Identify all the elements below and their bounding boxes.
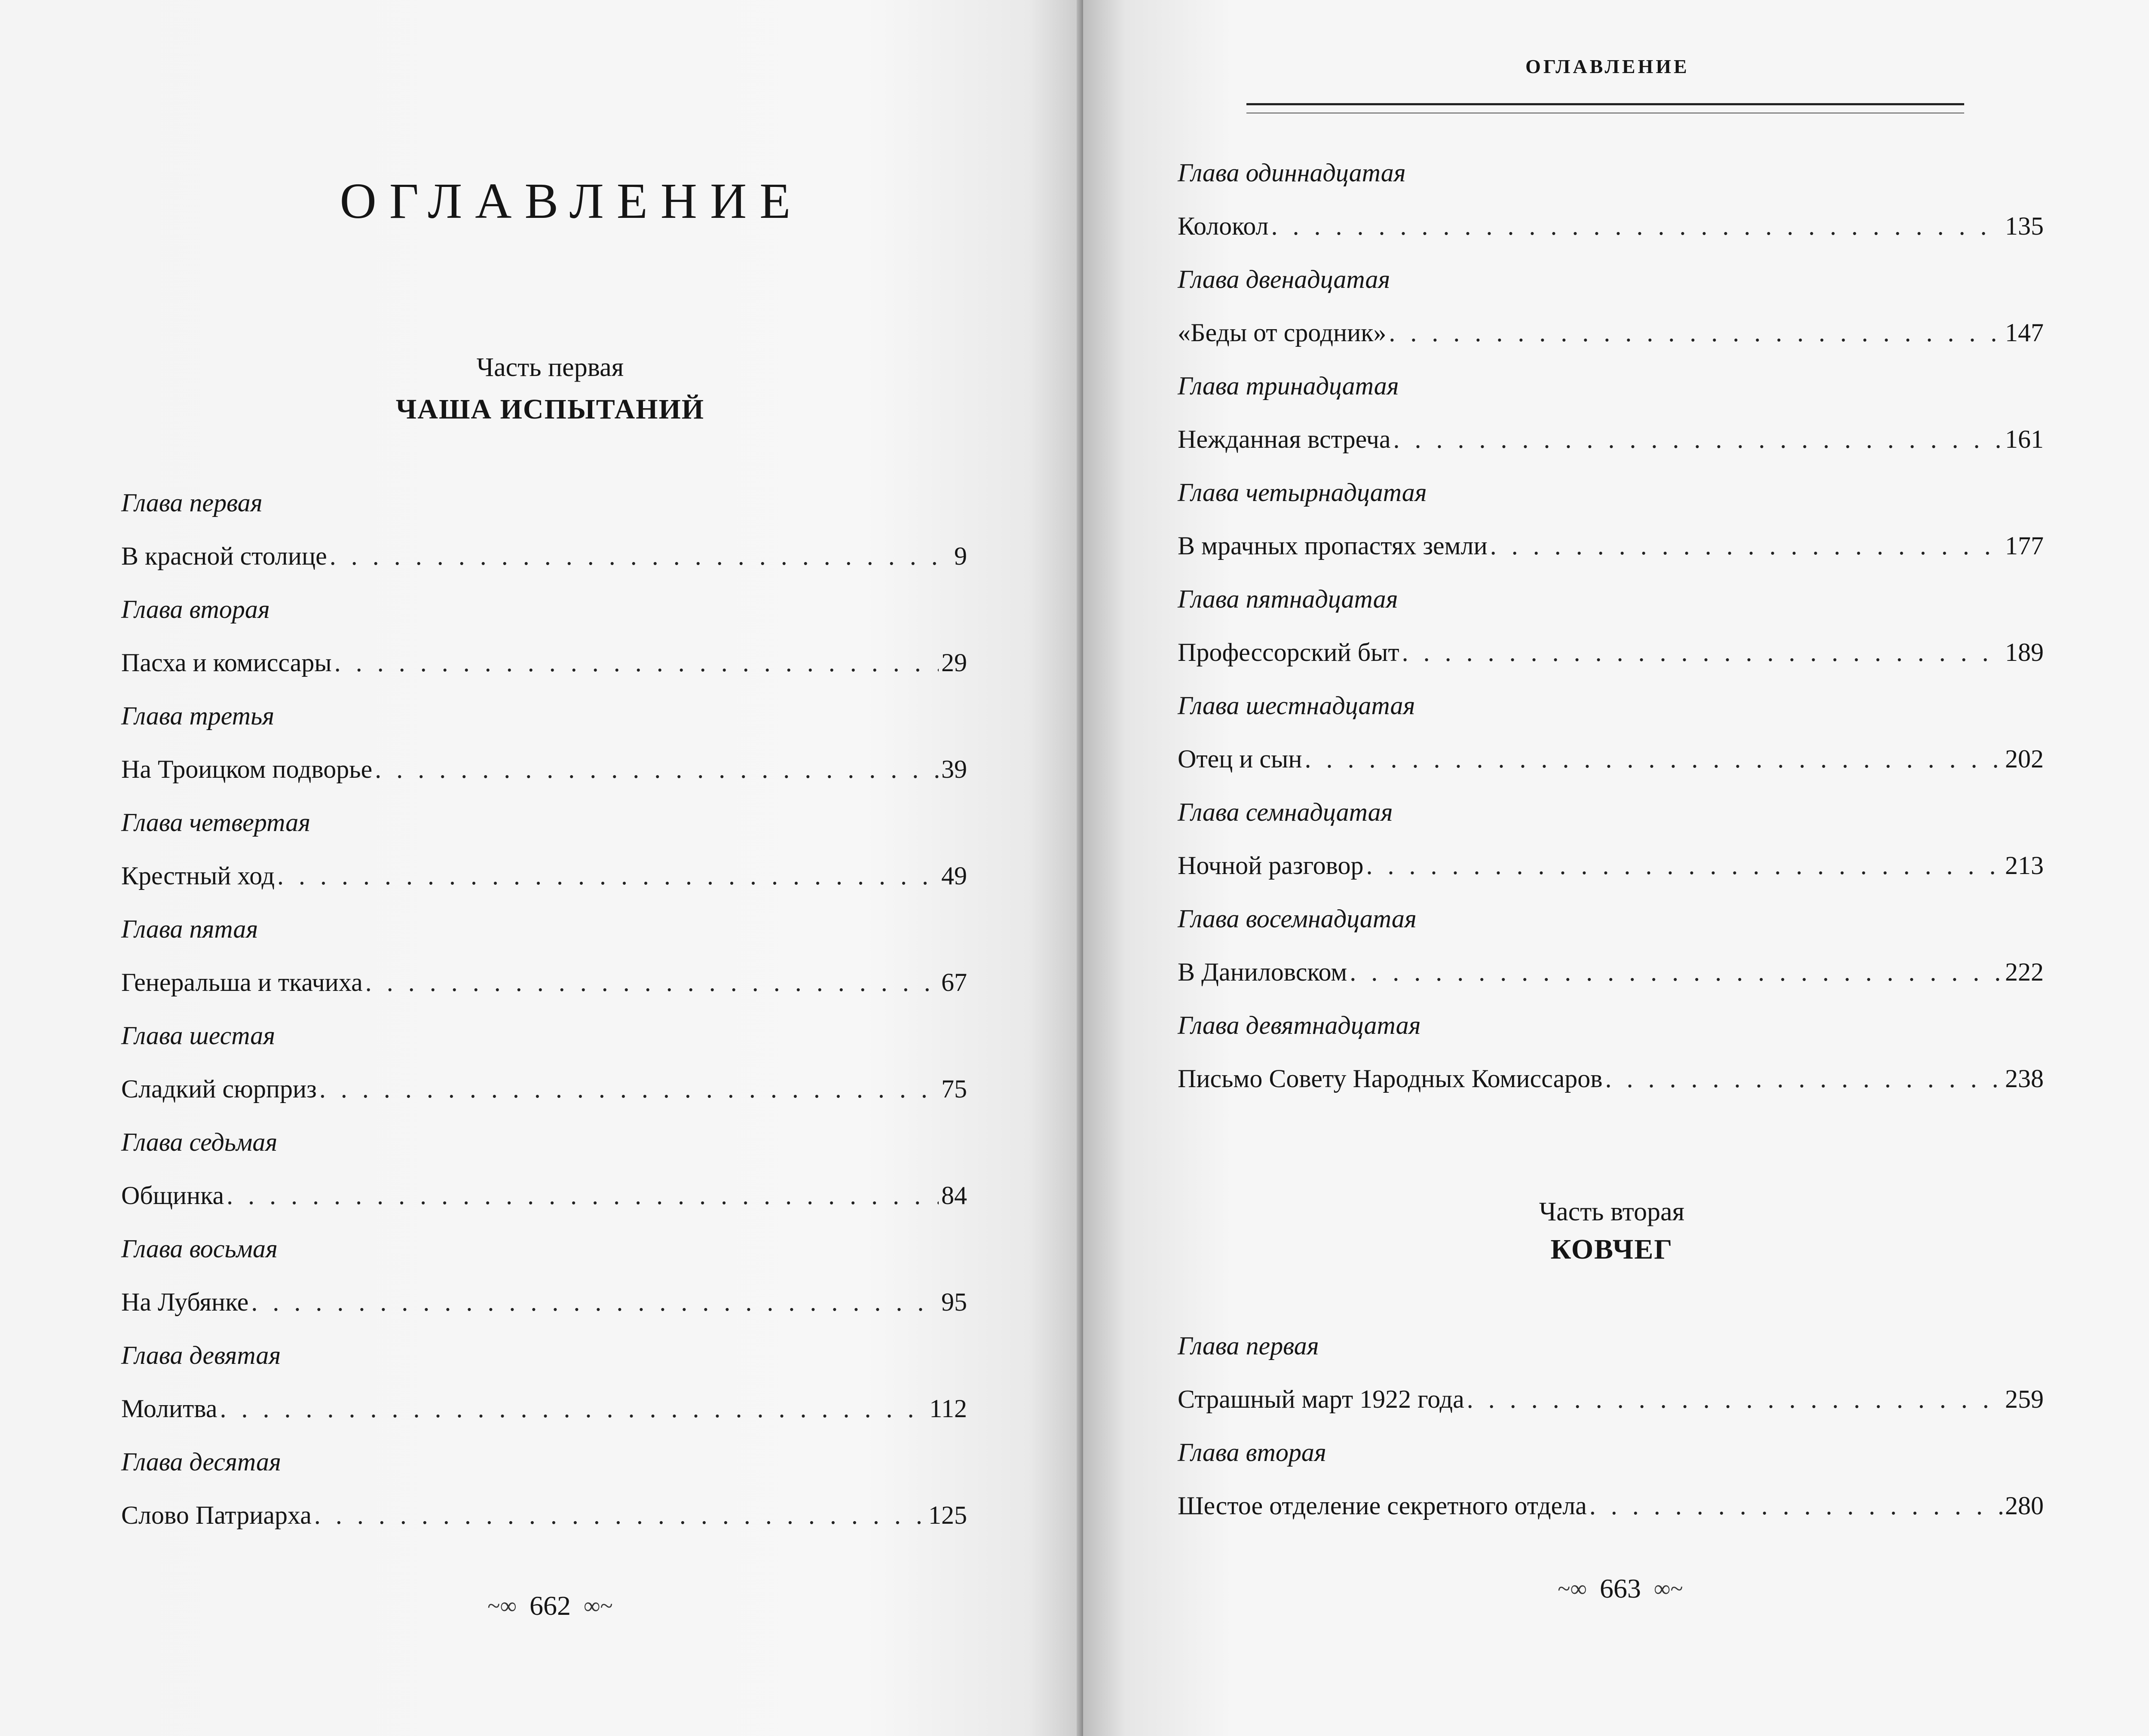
chapter-title: Ночной разговор [1178, 851, 1364, 880]
toc-entry[interactable] [1178, 945, 2044, 999]
page-ref: 95 [941, 1288, 967, 1316]
dot-leader [251, 1275, 939, 1329]
page-ref: 238 [2005, 1064, 2044, 1093]
chapter-title: «Беды от сродник» [1178, 318, 1387, 347]
chapter-label: Глава двенадцатая [1178, 265, 1390, 293]
toc-entry[interactable] [121, 743, 967, 796]
page-ref: 222 [2005, 958, 2044, 986]
dot-leader [277, 849, 939, 902]
chapter-label: Глава девятнадцатая [1178, 1011, 1421, 1039]
toc-list-right-part2 [1178, 1319, 2044, 1532]
head-rule [1246, 103, 1964, 105]
ornament-icon: ∞~ [1654, 1576, 1683, 1602]
dot-leader [319, 1062, 939, 1116]
dot-leader [1589, 1479, 2002, 1532]
toc-entry[interactable] [121, 529, 967, 583]
chapter-title: Профессорский быт [1178, 638, 1399, 666]
part-label: Часть первая [476, 353, 624, 382]
toc-entry[interactable] [121, 849, 967, 902]
chapter-label: Глава третья [121, 702, 275, 730]
chapter-label: Глава шестая [121, 1021, 276, 1050]
chapter-title: Молитва [121, 1394, 217, 1423]
chapter-title: В красной столице [121, 542, 327, 570]
toc-entry[interactable] [121, 1275, 967, 1329]
chapter-label: Глава седьмая [121, 1128, 278, 1156]
page-ref: 202 [2005, 745, 2044, 773]
toc-entry[interactable] [1178, 199, 2044, 253]
page-ref: 29 [941, 648, 967, 677]
page-ref: 147 [2005, 318, 2044, 347]
folio-number: 663 [1600, 1573, 1641, 1604]
ornament-icon: ~∞ [1558, 1576, 1587, 1602]
chapter-title: Крестный ход [121, 862, 275, 890]
ornament-icon: ∞~ [584, 1593, 613, 1619]
chapter-label: Глава десятая [121, 1448, 281, 1476]
chapter-title: Пасха и комиссары [121, 648, 332, 677]
part-label-2: Часть вторая [1539, 1197, 1685, 1226]
chapter-label: Глава семнадцатая [1178, 798, 1393, 826]
dot-leader [1304, 732, 2002, 785]
dot-leader [1402, 626, 2002, 679]
toc-entry[interactable] [1178, 1052, 2044, 1105]
page-ref: 125 [928, 1501, 967, 1529]
chapter-label: Глава шестнадцатая [1178, 691, 1415, 720]
page-ref: 135 [2005, 212, 2044, 240]
part-title: ЧАША ИСПЫТАНИЙ [395, 394, 705, 425]
toc-entry[interactable] [1178, 1479, 2044, 1532]
dot-leader [1389, 306, 2002, 359]
dot-leader [330, 529, 952, 583]
chapter-label: Глава четвертая [121, 808, 311, 837]
dot-leader [1350, 945, 2002, 999]
chapter-title: Отец и сын [1178, 745, 1302, 773]
page-ref: 189 [2005, 638, 2044, 666]
toc-entry[interactable] [121, 1382, 967, 1435]
chapter-label: Глава тринадцатая [1178, 372, 1399, 400]
chapter-label: Глава пятая [121, 915, 258, 943]
toc-entry[interactable] [121, 1169, 967, 1222]
toc-entry[interactable] [121, 956, 967, 1009]
chapter-title: Сладкий сюрприз [121, 1075, 317, 1103]
chapter-label: Глава вторая [1178, 1438, 1326, 1467]
toc-entry[interactable] [1178, 306, 2044, 359]
dot-leader [1490, 519, 2002, 572]
dot-leader [1393, 413, 2002, 466]
chapter-title: Колокол [1178, 212, 1269, 240]
running-head: ОГЛАВЛЕНИЕ [1525, 55, 1690, 77]
dot-leader [220, 1382, 927, 1435]
chapter-title: На Лубянке [121, 1288, 249, 1316]
page-ref: 112 [929, 1394, 967, 1423]
dot-leader [334, 636, 939, 689]
dot-leader [1366, 839, 2002, 892]
page-ref: 9 [954, 542, 967, 570]
chapter-label: Глава одиннадцатая [1178, 159, 1406, 187]
toc-entry[interactable] [121, 636, 967, 689]
chapter-title: В мрачных пропастях земли [1178, 532, 1488, 560]
toc-entry[interactable] [1178, 626, 2044, 679]
toc-entry[interactable] [121, 1062, 967, 1116]
chapter-title: В Даниловском [1178, 958, 1347, 986]
dot-leader [1605, 1052, 2002, 1105]
chapter-title: Шестое отделение секретного отдела [1178, 1491, 1587, 1520]
page-number-left [421, 1590, 679, 1622]
chapter-label: Глава девятая [121, 1341, 281, 1369]
page-ref: 67 [941, 968, 967, 996]
ornament-icon: ~∞ [487, 1593, 517, 1619]
chapter-title: Слово Патриарха [121, 1501, 312, 1529]
chapter-title: На Троицком подворье [121, 755, 373, 783]
dot-leader [1467, 1372, 2002, 1426]
page-ref: 177 [2005, 532, 2044, 560]
toc-entry[interactable] [1178, 732, 2044, 785]
page-ref: 75 [941, 1075, 967, 1103]
toc-list-left [121, 476, 967, 1542]
dot-leader [314, 1488, 926, 1542]
right-page [1083, 0, 2149, 1736]
page-ref: 39 [941, 755, 967, 783]
dot-leader [227, 1169, 939, 1222]
page-ref: 84 [941, 1181, 967, 1210]
page-ref: 280 [2005, 1491, 2044, 1520]
dot-leader [365, 956, 939, 1009]
chapter-label: Глава пятнадцатая [1178, 585, 1398, 613]
chapter-title: Нежданная встреча [1178, 425, 1391, 453]
folio-number: 662 [530, 1590, 571, 1621]
dot-leader [1271, 199, 2002, 253]
page-ref: 161 [2005, 425, 2044, 453]
toc-list-right [1178, 146, 2044, 1105]
page-ref: 259 [2005, 1385, 2044, 1413]
chapter-label: Глава вторая [121, 595, 270, 623]
chapter-label: Глава четырнадцатая [1178, 478, 1427, 507]
toc-entry[interactable] [1178, 519, 2044, 572]
toc-entry[interactable] [1178, 1372, 2044, 1426]
toc-entry[interactable] [1178, 413, 2044, 466]
toc-entry[interactable] [1178, 839, 2044, 892]
chapter-title: Письмо Совету Народных Комиссаров [1178, 1064, 1603, 1093]
chapter-label: Глава первая [1178, 1332, 1319, 1360]
dot-leader [375, 743, 939, 796]
chapter-title: Генеральша и ткачиха [121, 968, 363, 996]
chapter-label: Глава восемнадцатая [1178, 905, 1417, 933]
page-ref: 213 [2005, 851, 2044, 880]
chapter-label: Глава первая [121, 489, 263, 517]
page-ref: 49 [941, 862, 967, 890]
chapter-label: Глава восьмая [121, 1235, 278, 1263]
chapter-title: Общинка [121, 1181, 224, 1210]
toc-entry[interactable] [121, 1488, 967, 1542]
page-number-right [1491, 1573, 1749, 1605]
page-title: ОГЛАВЛЕНИЕ [340, 173, 804, 229]
chapter-title: Страшный март 1922 года [1178, 1385, 1464, 1413]
part-title-2: КОВЧЕГ [1550, 1234, 1673, 1265]
